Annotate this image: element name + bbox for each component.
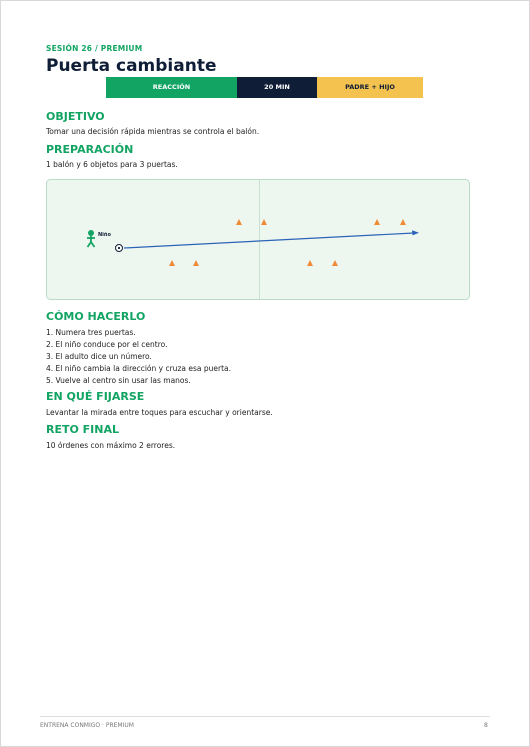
list-item: 1. Numera tres puertas. bbox=[46, 328, 136, 337]
tag-category: REACCIÓN bbox=[106, 77, 237, 98]
steps-list bbox=[46, 327, 231, 387]
footer-divider bbox=[40, 716, 490, 717]
list-item: 2. El niño conduce por el centro. bbox=[46, 340, 168, 349]
page-number: 8 bbox=[484, 722, 488, 729]
text-reto: 10 órdenes con máximo 2 errores. bbox=[46, 441, 176, 450]
field-area bbox=[47, 180, 470, 300]
heading-objetivo: OBJETIVO bbox=[46, 110, 105, 123]
list-item: 4. El niño cambia la dirección y cruza esa puerta. bbox=[46, 364, 231, 373]
list-item: 5. Vuelve al centro sin usar las manos. bbox=[46, 376, 191, 385]
heading-reto: RETO FINAL bbox=[46, 423, 120, 436]
tag-duration: 20 MIN bbox=[237, 77, 317, 98]
text-fijarse: Levantar la mirada entre toques para escuchar y orientarse. bbox=[46, 408, 273, 417]
heading-como: CÓMO HACERLO bbox=[46, 310, 146, 323]
ball-icon bbox=[116, 245, 123, 252]
tag-format: PADRE + HIJO bbox=[317, 77, 423, 98]
tag-bar bbox=[106, 77, 423, 98]
player-label: Niño bbox=[98, 232, 111, 238]
list-item: 3. El adulto dice un número. bbox=[46, 352, 152, 361]
session-kicker: SESIÓN 26 / PREMIUM bbox=[46, 44, 143, 53]
text-preparacion: 1 balón y 6 objetos para 3 puertas. bbox=[46, 160, 178, 169]
page-title: Puerta cambiante bbox=[46, 56, 217, 76]
drill-diagram bbox=[46, 179, 470, 300]
text-objetivo: Tomar una decisión rápida mientras se controla el balón. bbox=[46, 127, 260, 136]
heading-fijarse: EN QUÉ FIJARSE bbox=[46, 390, 145, 403]
heading-preparacion: PREPARACIÓN bbox=[46, 143, 134, 156]
footer-brand: ENTRENA CONMIGO · PREMIUM bbox=[40, 722, 134, 729]
